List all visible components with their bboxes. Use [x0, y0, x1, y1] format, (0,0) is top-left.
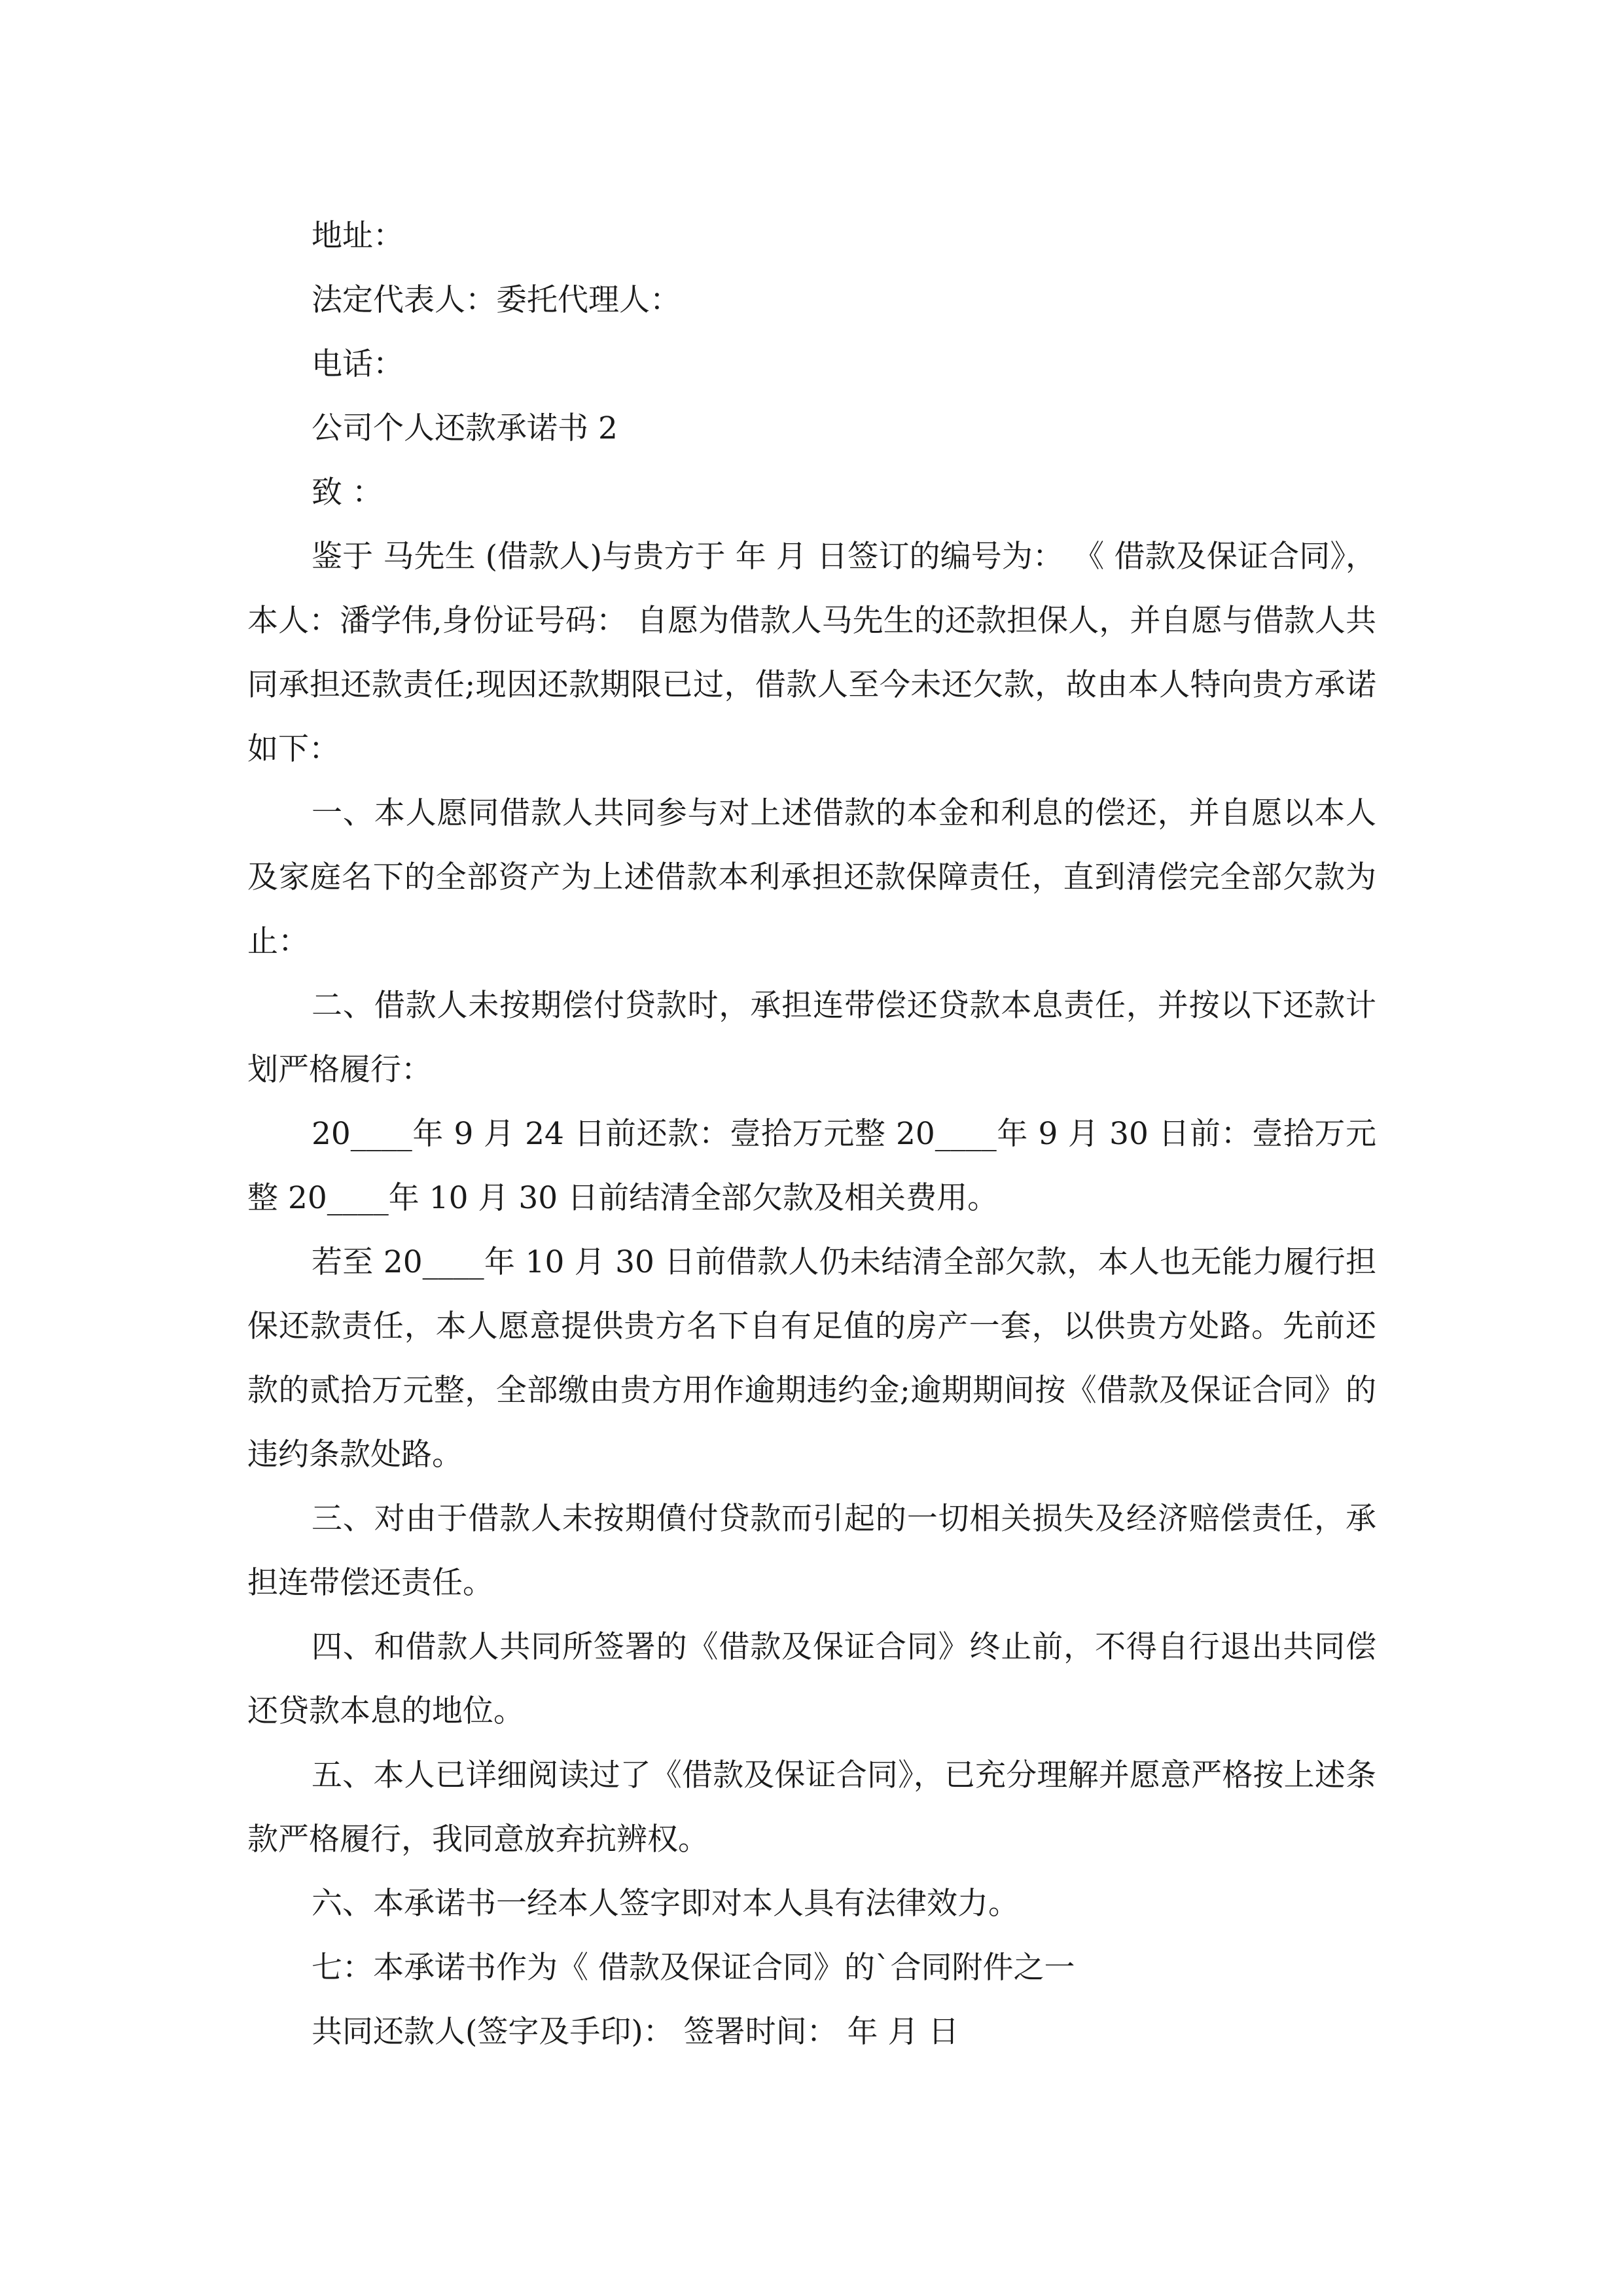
paragraph-clause-2: 二、借款人未按期偿付贷款时，承担连带偿还贷款本息责任，并按以下还款计划严格履行： [247, 988, 1376, 1088]
paragraph-preamble: 鉴于 马先生 (借款人)与贵方于 年 月 日签订的编号为： 《 借款及保证合同》，本人：潘学伟,身份证号码： 自愿为借款人马先生的还款担保人，并自愿与借款人共同承担还款责任;现因还款期限已过，借款人至今未还欠款，故由本人特向贵方承诺如下： [247, 539, 1376, 767]
paragraph-default-terms: 若至 20____年 10 月 30 日前借款人仍未结清全部欠款，本人也无能力履行担保还款责任，本人愿意提供贵方名下自有足值的房产一套，以供贵方处路。先前还款的贰拾万元整，全部缴由贵方用作逾期违约金;逾期期间按《借款及保证合同》的违约条款处路。 [247, 1244, 1376, 1473]
signature-line: 共同还款人(签字及手印)： 签署时间： 年 月 日 [312, 2014, 959, 2050]
paragraph-clause-3: 三、对由于借款人未按期僨付贷款而引起的一切相关损失及经济赔偿责任，承担连带偿还责任。 [247, 1501, 1376, 1601]
document-title: 公司个人还款承诺书 2 [312, 410, 618, 446]
document-body [247, 204, 1376, 2064]
paragraph-repayment-schedule: 20____年 9 月 24 日前还款：壹拾万元整 20____年 9 月 30 日前：壹拾万元整 20____年 10 月 30 日前结清全部欠款及相关费用。 [247, 1116, 1376, 1216]
addressee-line: 致 ： [312, 475, 383, 511]
paragraph-clause-5: 五、本人已详细阅读过了《借款及保证合同》，已充分理解并愿意严格按上述条款严格履行，我同意放弃抗辨权。 [247, 1757, 1376, 1857]
address-line: 地址： [312, 218, 404, 254]
paragraph-clause-4: 四、和借款人共同所签署的《借款及保证合同》终止前，不得自行退出共同偿还贷款本息的地位。 [247, 1629, 1376, 1729]
phone-line: 电话： [312, 346, 404, 382]
legal-representative-line: 法定代表人：委托代理人： [312, 282, 681, 318]
paragraph-clause-7: 七：本承诺书作为《 借款及保证合同》的`合同附件之一 [312, 1950, 1075, 1986]
paragraph-clause-1: 一、本人愿同借款人共同参与对上述借款的本金和利息的偿还，并自愿以本人及家庭名下的全部资产为上述借款本利承担还款保障责任，直到清偿完全部欠款为止： [247, 795, 1376, 960]
paragraph-clause-6: 六、本承诺书一经本人签字即对本人具有法律效力。 [312, 1886, 1019, 1922]
